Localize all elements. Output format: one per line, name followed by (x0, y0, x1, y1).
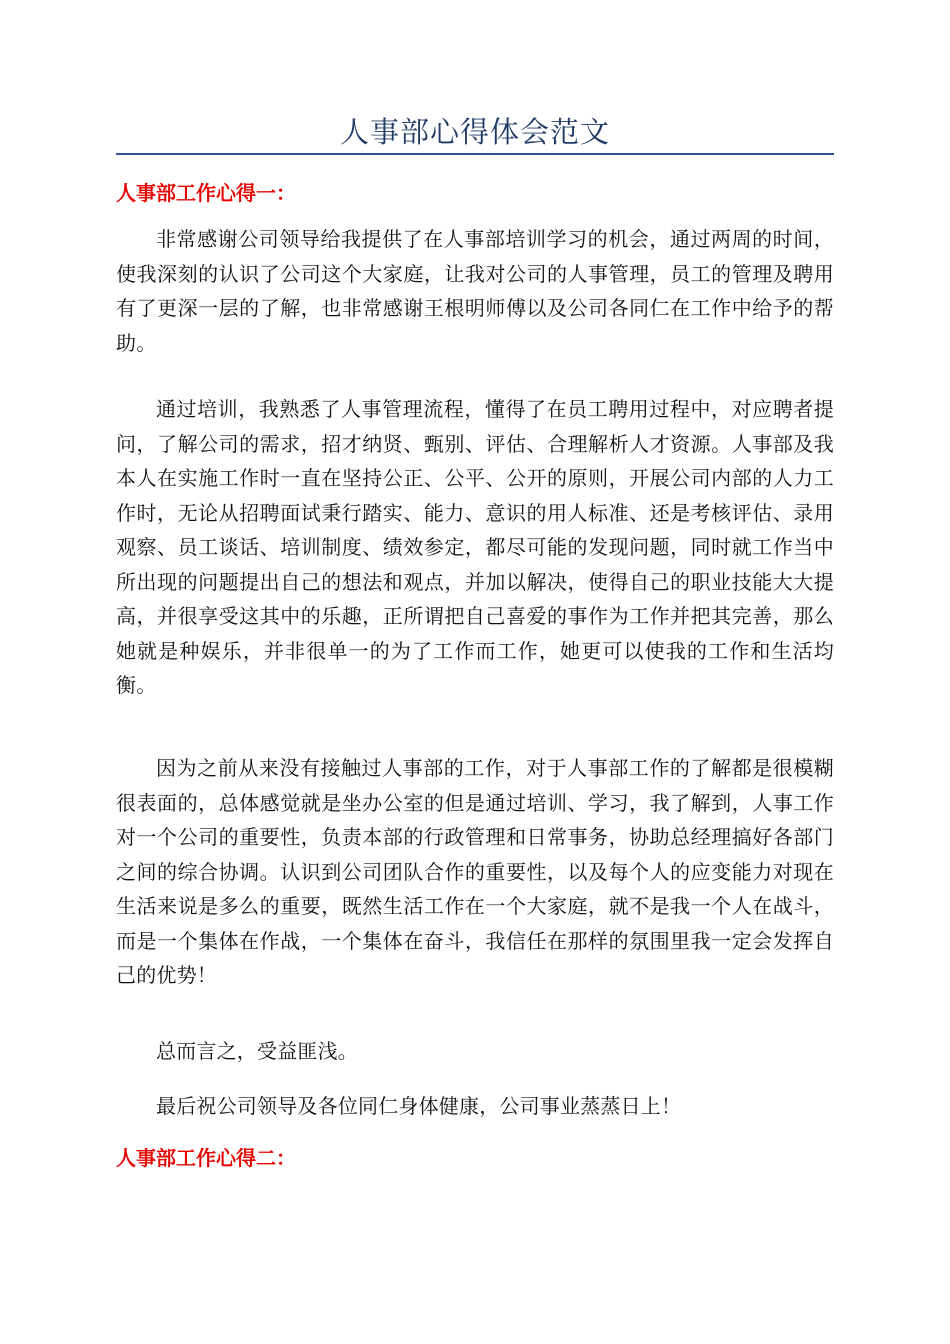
section-heading-1: 人事部工作心得一： (116, 181, 296, 205)
section-heading-2: 人事部工作心得二： (116, 1146, 296, 1170)
body-paragraph-2: 通过培训，我熟悉了人事管理流程，懂得了在员工聘用过程中，对应聘者提问，了解公司的需求，招才纳贤、甄别、评估、合理解析人才资源。人事部及我本人在实施工作时一直在坚持公正、公平、公开的原则，开展公司内部的人力工作时，无论从招聘面试秉行踏实、能力、意识的用人标准、还是考核评估、录用观察、员工谈话、培训制度、绩效参定，都尽可能的发现问题，同时就工作当中所出现的问题提出自己的想法和观点，并加以解决，使得自己的职业技能大大提高，并很享受这其中的乐趣，正所谓把自己喜爱的事作为工作并把其完善，那么她就是种娱乐，并非很单一的为了工作而工作，她更可以使我的工作和生活均衡。 (116, 397, 834, 697)
body-paragraph-1: 非常感谢公司领导给我提供了在人事部培训学习的机会，通过两周的时间，使我深刻的认识了公司这个大家庭，让我对公司的人事管理，员工的管理及聘用有了更深一层的了解，也非常感谢王根明师傅以及公司各同仁在工作中给予的帮助。 (116, 227, 834, 355)
title-underline-rule (116, 153, 834, 155)
body-paragraph-3: 因为之前从来没有接触过人事部的工作，对于人事部工作的了解都是很模糊很表面的，总体感觉就是坐办公室的但是通过培训、学习，我了解到，人事工作对一个公司的重要性，负责本部的行政管理和日常事务，协助总经理搞好各部门之间的综合协调。认识到公司团队合作的重要性，以及每个人的应变能力对现在生活来说是多么的重要，既然生活工作在一个大家庭，就不是我一个人在战斗，而是一个集体在作战，一个集体在奋斗，我信任在那样的氛围里我一定会发挥自己的优势！ (116, 756, 834, 987)
body-paragraph-5: 最后祝公司领导及各位同仁身体健康，公司事业蒸蒸日上！ (156, 1094, 682, 1118)
body-paragraph-4: 总而言之，受益匪浅。 (156, 1039, 358, 1063)
document-title: 人事部心得体会范文 (339, 115, 610, 149)
